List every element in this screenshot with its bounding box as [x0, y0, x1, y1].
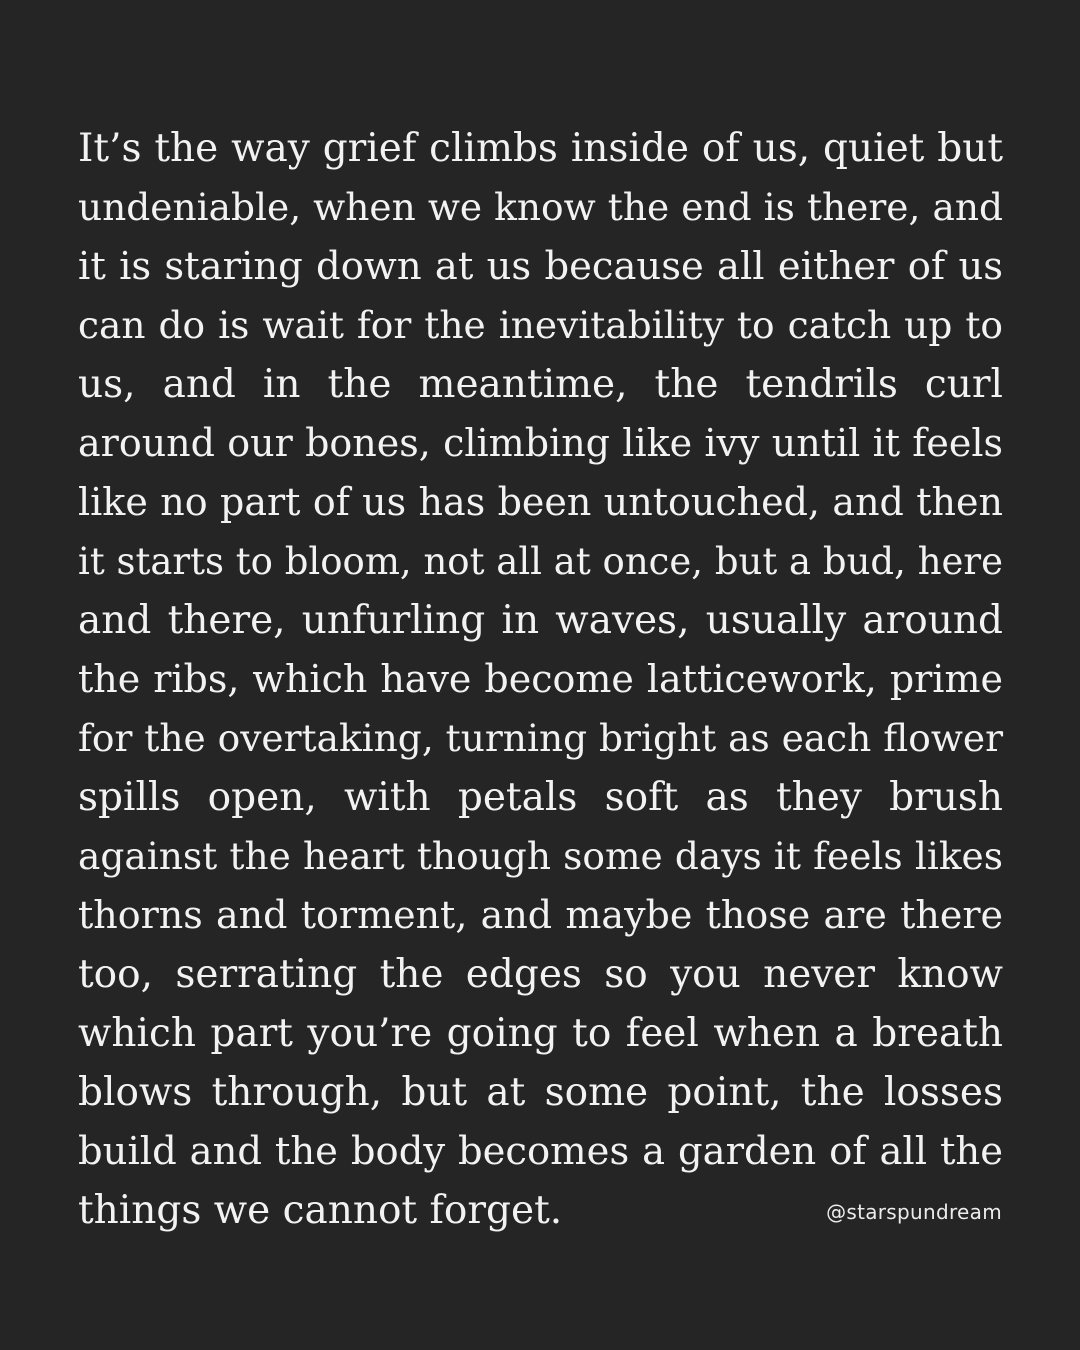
author-handle: @starspundream — [826, 1200, 1002, 1224]
poem-line: it is staring down at us because all either of us — [78, 244, 1003, 289]
poem-line: undeniable, when we know the end is there, and — [78, 185, 1003, 229]
poem-line: like no part of us has been untouched, and then — [78, 480, 1003, 524]
poem-line: blows through, but at some point, the losses — [78, 1070, 1003, 1115]
poem-line: and there, unfurling in waves, usually around — [78, 598, 1003, 643]
poem-line: build and the body becomes a garden of all the — [78, 1129, 1003, 1174]
poem-line: thorns and torment, and maybe those are there — [78, 893, 1003, 937]
poem-line: it starts to bloom, not all at once, but a bud, here — [78, 540, 1003, 583]
poem-line-last: things we cannot forget. — [78, 1188, 563, 1233]
poem-line: the ribs, which have become latticework, prime — [78, 657, 1003, 701]
poem-line: around our bones, climbing like ivy until it feels — [78, 421, 1003, 465]
poem-line: spills open, with petals soft as they brush — [78, 775, 1003, 820]
poem-line: which part you’re going to feel when a breath — [78, 1011, 1003, 1056]
poem-line: It’s the way grief climbs inside of us, quiet but — [78, 126, 1003, 171]
poem-line: for the overtaking, turning bright as each flower — [78, 716, 1004, 760]
poem-line: can do is wait for the inevitability to catch up to — [78, 303, 1003, 347]
poem-line: against the heart though some days it feels likes — [78, 834, 1003, 878]
poem-text — [78, 119, 1003, 1240]
poem-line: us, and in the meantime, the tendrils curl — [78, 362, 1003, 407]
poem-line: too, serrating the edges so you never know — [78, 952, 1003, 997]
